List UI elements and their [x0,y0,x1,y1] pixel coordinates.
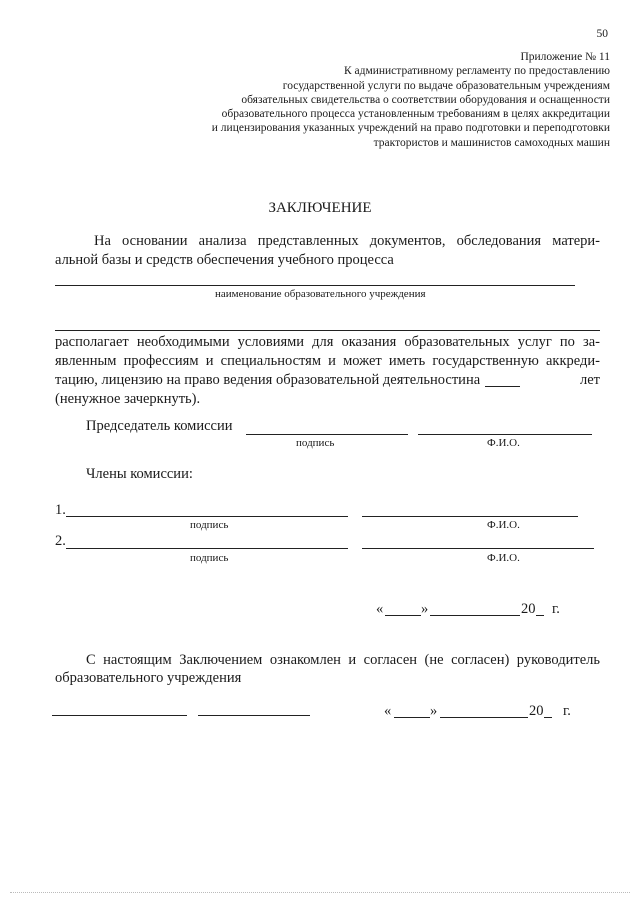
intro-line-2: альной базы и средств обеспечения учебного процесса [55,252,394,268]
date-2-year-field[interactable] [544,717,552,718]
intro-line-1: На основании анализа представленных документов, обследования матери- [94,233,600,249]
member-2-name-caption: Ф.И.О. [487,552,520,564]
scan-edge-divider [10,892,630,893]
appendix-line: и лицензирования указанных учреждений на право подготовки и переподготовки [211,122,610,135]
appendix-line: образовательного процесса установленным требованиям в целях аккредитации [221,108,610,121]
acknowledgement-line-2: образовательного учреждения [55,670,242,686]
member-1-signature-caption: подпись [190,519,229,531]
member-1-name-caption: Ф.И.О. [487,519,520,531]
director-signature-field[interactable] [52,715,187,716]
members-label: Члены комиссии: [86,466,193,482]
date-2-year-suffix: г. [563,703,571,719]
chairman-signature-caption: подпись [296,437,335,449]
body-line-3: тацию, лицензию на право ведения образовательной деятельности [55,372,466,388]
date-close-quote: » [421,601,429,617]
date-1-year-prefix: 20 [521,601,536,617]
institution-name-field[interactable] [55,285,575,286]
member-2-signature-field[interactable] [66,548,348,549]
acknowledgement-line-1: С настоящим Заключением ознакомлен и согласен (не согласен) руководитель [86,652,600,668]
appendix-line: обязательных свидетельства о соответствии оборудования и оснащенности [241,93,610,106]
member-1-signature-field[interactable] [66,516,348,517]
body-line-1: располагает необходимыми условиями для оказания образовательных услуг по за- [55,334,600,350]
institution-caption: наименование образовательного учреждения [215,288,426,300]
body-line-3-years: лет [580,372,601,388]
date-1-month-field[interactable] [430,615,520,616]
date-close-quote: » [430,703,438,719]
institution-name-field-2[interactable] [55,330,600,331]
body-line-3-on: на [466,372,481,388]
chairman-label: Председатель комиссии [86,418,233,434]
appendix-line: трактористов и машинистов самоходных машин [373,136,610,149]
chairman-signature-field[interactable] [246,434,408,435]
director-name-field[interactable] [198,715,310,716]
chairman-name-field[interactable] [418,434,592,435]
member-2-signature-caption: подпись [190,552,229,564]
appendix-header [212,50,610,150]
member-2-name-field[interactable] [362,548,594,549]
date-open-quote: « [376,601,384,617]
appendix-line: К административному регламенту по предоставлению [343,65,610,78]
date-1-year-field[interactable] [536,615,544,616]
appendix-label: Приложение № 11 [520,51,610,63]
years-field[interactable] [485,386,520,387]
date-2-year-prefix: 20 [529,703,544,719]
page-number: 50 [596,28,608,40]
date-2-month-field[interactable] [440,717,528,718]
appendix-line: государственной услуги по выдаче образовательным учреждениям [282,79,610,92]
member-1-name-field[interactable] [362,516,578,517]
document-title: ЗАКЛЮЧЕНИЕ [268,200,372,216]
chairman-name-caption: Ф.И.О. [487,437,520,449]
body-line-4: (ненужное зачеркнуть). [55,391,201,407]
body-line-2: явленным профессиям и специальностям и может иметь государственную аккреди- [55,353,600,369]
member-number: 2. [55,533,66,549]
date-1-year-suffix: г. [552,601,560,617]
member-number: 1. [55,502,66,518]
date-1-day-field[interactable] [385,615,421,616]
date-open-quote: « [384,703,392,719]
date-2-day-field[interactable] [394,717,430,718]
